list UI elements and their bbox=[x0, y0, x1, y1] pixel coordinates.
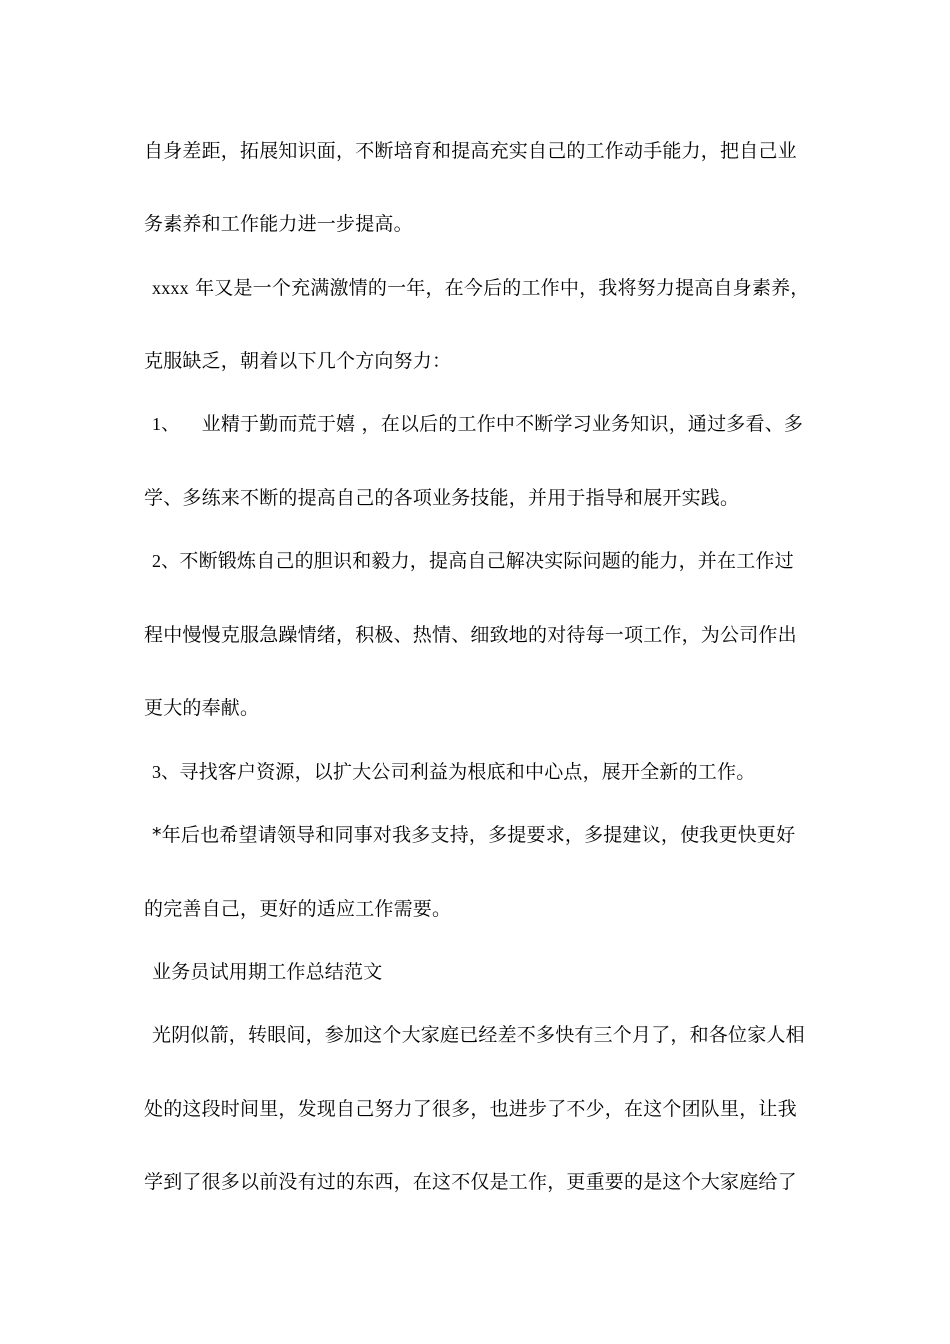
paragraph-line bbox=[152, 823, 795, 847]
year-placeholder: xxxx bbox=[152, 278, 189, 298]
line-text: 克服缺乏，朝着以下几个方向努力： bbox=[144, 350, 452, 372]
paragraph-line bbox=[144, 623, 797, 647]
line-text: 业精于勤而荒于嬉 ，在以后的工作中不断学习业务知识，通过多看、多 bbox=[201, 413, 804, 435]
line-text: 的完善自己，更好的适应工作需要。 bbox=[144, 898, 452, 920]
line-text: 年又是一个充满激情的一年，在今后的工作中，我将努力提高自身素养， bbox=[195, 277, 810, 299]
line-text: 寻找客户资源，以扩大公司利益为根底和中心点，展开全新的工作。 bbox=[179, 761, 756, 783]
line-text: 处的这段时间里，发现自己努力了很多，也进步了不少，在这个团队里，让我 bbox=[144, 1098, 797, 1120]
line-text: 自身差距，拓展知识面，不断培育和提高充实自己的工作动手能力，把自己业 bbox=[144, 140, 797, 162]
paragraph-line bbox=[144, 212, 413, 236]
list-item-1 bbox=[152, 412, 803, 436]
list-number: 3、 bbox=[152, 762, 180, 782]
paragraph-line bbox=[144, 139, 797, 163]
section-heading bbox=[152, 960, 382, 984]
line-text: 光阴似箭，转眼间，参加这个大家庭已经差不多快有三个月了，和各位家人相 bbox=[152, 1024, 805, 1046]
paragraph-line bbox=[144, 349, 451, 373]
paragraph-line bbox=[152, 1023, 805, 1047]
list-number: 2、 bbox=[152, 551, 180, 571]
list-item-3 bbox=[152, 760, 755, 784]
list-item-2 bbox=[152, 549, 794, 573]
paragraph-line bbox=[152, 276, 809, 300]
line-text: 不断锻炼自己的胆识和毅力，提高自己解决实际问题的能力，并在工作过 bbox=[179, 550, 794, 572]
paragraph-line bbox=[144, 486, 739, 510]
line-text: 学、多练来不断的提高自己的各项业务技能，并用于指导和展开实践。 bbox=[144, 487, 740, 509]
line-text: 学到了很多以前没有过的东西，在这不仅是工作，更重要的是这个大家庭给了 bbox=[144, 1171, 797, 1193]
list-number: 1、 bbox=[152, 414, 180, 434]
line-text: 务素养和工作能力进一步提高。 bbox=[144, 213, 413, 235]
paragraph-line bbox=[144, 1170, 797, 1194]
paragraph-line bbox=[144, 1097, 797, 1121]
line-text: 程中慢慢克服急躁情绪，积极、热情、细致地的对待每一项工作，为公司作出 bbox=[144, 624, 797, 646]
star-prefix: * bbox=[152, 824, 162, 846]
paragraph-line bbox=[144, 696, 259, 720]
paragraph-line bbox=[144, 897, 451, 921]
heading-text: 业务员试用期工作总结范文 bbox=[152, 961, 383, 983]
line-text: 更大的奉献。 bbox=[144, 697, 260, 719]
line-text: 年后也希望请领导和同事对我多支持，多提要求，多提建议，使我更快更好 bbox=[161, 824, 796, 846]
